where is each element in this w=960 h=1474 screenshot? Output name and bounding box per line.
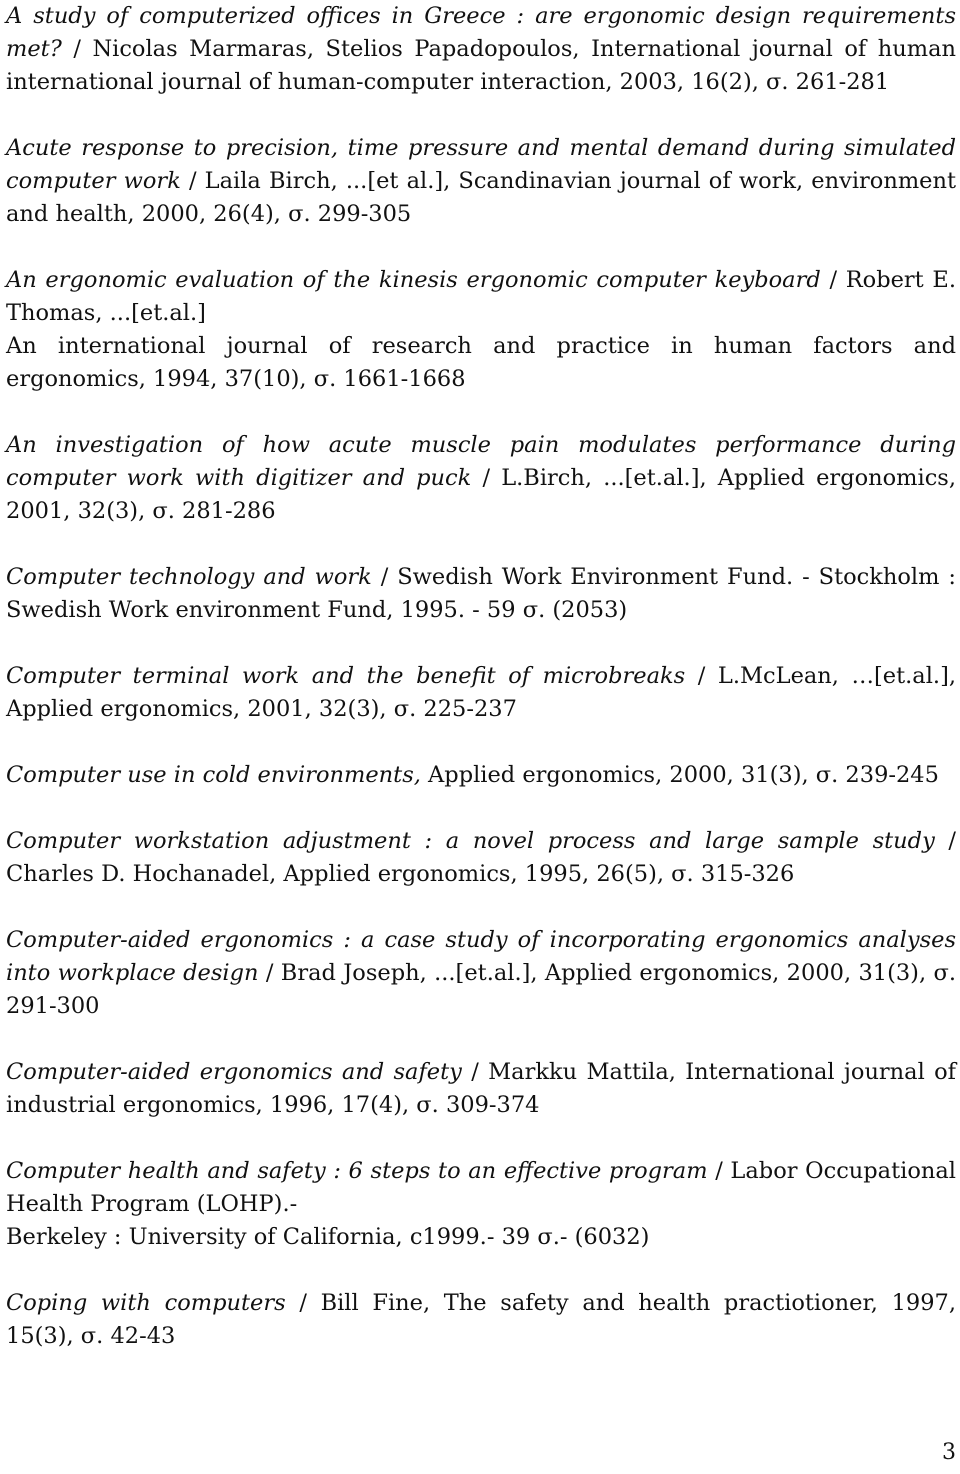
entry-title: Computer-aided ergonomics : a case study of incorporating ergonomics analyses into workplace design: [6, 927, 956, 986]
bibliography-entry-12: [6, 1287, 956, 1353]
entry-title: Computer health and safety : 6 steps to an effective program: [6, 1158, 708, 1184]
entry-details: / Brad Joseph, ...[et.al.], Applied ergonomics, 2000, 31(3), σ. 291-300: [6, 960, 956, 1019]
bibliography-entry-7: [6, 759, 956, 792]
entry-title: Computer-aided ergonomics and safety: [6, 1059, 462, 1085]
bibliography-entry-3: [6, 264, 956, 396]
entry-details: / Labor Occupational Health Program (LOHP).-: [6, 1158, 956, 1217]
bibliography-entry-6: [6, 660, 956, 726]
entry-details: / Bill Fine, The safety and health practiotioner, 1997, 15(3), σ. 42-43: [6, 1290, 956, 1349]
entry-details: / Laila Birch, ...[et al.], Scandinavian journal of work, environment and health, 2000, 26(4), σ. 299-305: [6, 168, 956, 227]
entry-title: Computer workstation adjustment : a novel process and large sample study: [6, 828, 935, 854]
entry-title: A study of computerized offices in Greece : are ergonomic design requirements met?: [6, 3, 956, 62]
entry-title: Computer technology and work: [6, 564, 372, 590]
bibliography-entry-10: [6, 1056, 956, 1122]
entry-title: An ergonomic evaluation of the kinesis ergonomic computer keyboard: [6, 267, 821, 293]
bibliography-entry-5: [6, 561, 956, 627]
entry-details-continued: An international journal of research and practice in human factors and ergonomics, 1994, 37(10), σ. 1661-1668: [6, 333, 956, 392]
bibliography-entry-2: [6, 132, 956, 231]
entry-details: / Robert E. Thomas, ...[et.al.]: [6, 267, 956, 326]
entry-details: / L.McLean, …[et.al.], Applied ergonomics, 2001, 32(3), σ. 225-237: [6, 663, 956, 722]
entry-details: / Markku Mattila, International journal of industrial ergonomics, 1996, 17(4), σ. 309-374: [6, 1059, 957, 1118]
entry-title: Acute response to precision, time pressure and mental demand during simulated computer work: [6, 135, 956, 194]
entry-title: An investigation of how acute muscle pain modulates performance during computer work with digitizer and puck: [6, 432, 956, 491]
entry-title: Computer use in cold environments,: [6, 762, 421, 788]
entry-details: Applied ergonomics, 2000, 31(3), σ. 239-245: [420, 762, 939, 788]
bibliography-entry-1: [6, 0, 956, 99]
bibliography-page: [6, 0, 956, 1353]
page-number: 3: [942, 1440, 956, 1465]
entry-details: / Swedish Work Environment Fund. - Stockholm : Swedish Work environment Fund, 1995. - 59 σ. (2053): [6, 564, 956, 623]
entry-title: Computer terminal work and the benefit of microbreaks: [6, 663, 686, 689]
entry-details-continued: Berkeley : University of California, c1999.- 39 σ.- (6032): [6, 1224, 650, 1250]
bibliography-entry-11: [6, 1155, 956, 1254]
bibliography-entry-4: [6, 429, 956, 528]
bibliography-entry-8: [6, 825, 956, 891]
entry-details: / L.Birch, ...[et.al.], Applied ergonomics, 2001, 32(3), σ. 281-286: [6, 465, 957, 524]
entry-details: / Charles D. Hochanadel, Applied ergonomics, 1995, 26(5), σ. 315-326: [6, 828, 956, 887]
entry-title: Coping with computers: [6, 1290, 286, 1316]
entry-details: / Nicolas Marmaras, Stelios Papadopoulos, International journal of human international journal of human-computer interaction, 2003, 16(2), σ. 261-281: [6, 36, 956, 95]
bibliography-entry-9: [6, 924, 956, 1023]
